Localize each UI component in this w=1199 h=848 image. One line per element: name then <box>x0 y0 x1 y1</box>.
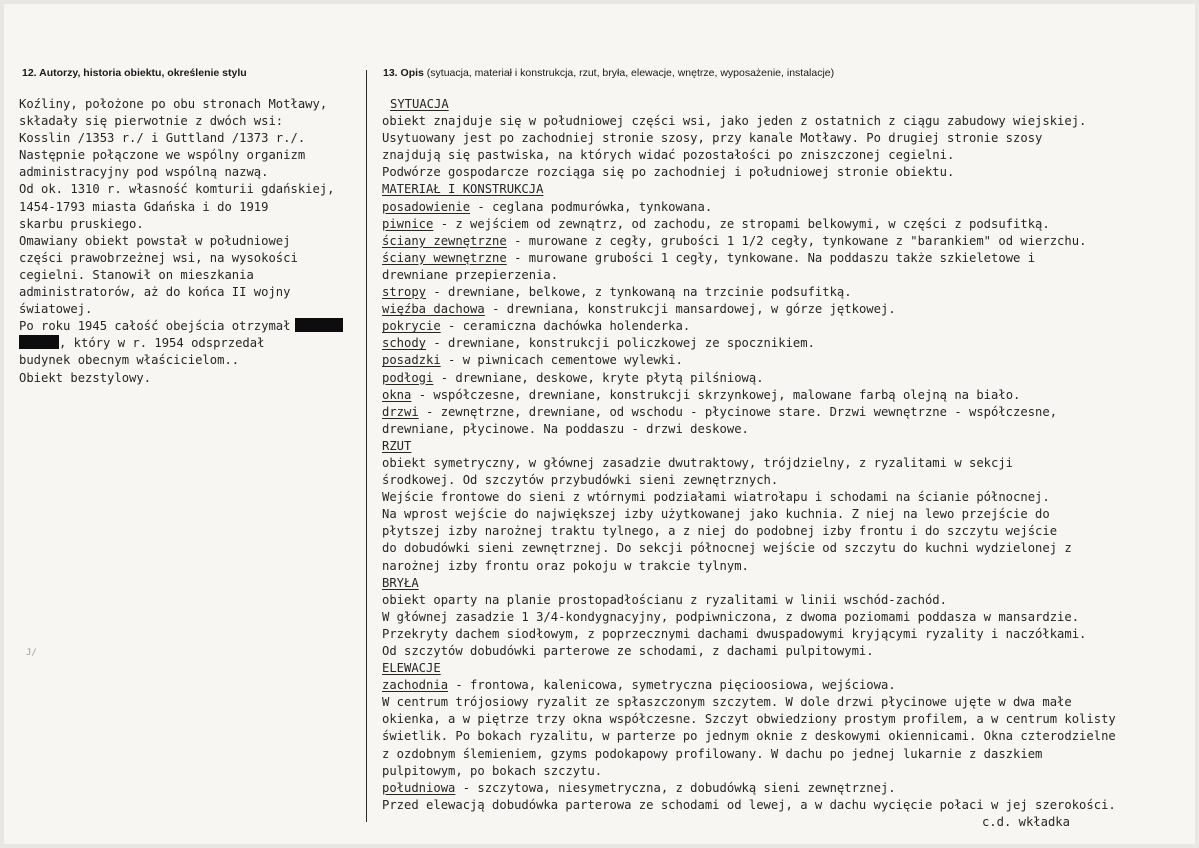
term: schody <box>382 336 427 351</box>
text-segment: - ceramiczna dachówka holenderka. <box>440 319 691 334</box>
term: południowa <box>382 780 456 795</box>
term: więźba dachowa <box>382 302 485 317</box>
text-line: Od ok. 1310 r. własność komturii gdańskiej, <box>19 182 335 197</box>
term: pokrycie <box>382 319 441 334</box>
text-line <box>382 780 1182 797</box>
text-line: W centrum trójosiowy ryzalit ze spłaszczonym szczytem. W dole drzwi płycinowe ujęte w dwa małe <box>382 695 1072 710</box>
term: piwnice <box>382 216 434 231</box>
term: stropy <box>382 285 427 300</box>
text-line: okienka, a w piętrze trzy okna współczesne. Szczyt obwiedziony prostym profilem, a w centrum kolisty <box>382 712 1116 727</box>
section-heading: BRYŁA <box>382 575 419 590</box>
section-heading: SYTUACJA <box>390 97 449 111</box>
text-line: Następnie połączone we wspólny organizm <box>19 148 306 163</box>
text-line: budynek obecnym właścicielom.. <box>19 353 240 368</box>
text-line <box>382 199 1182 216</box>
text-line: świetlik. Po bokach ryzalitu, w parterze po jednym oknie z deskowymi okiennicami. Okna czterodzielne <box>382 729 1116 744</box>
text-line: Koźliny, położone po obu stronach Motławy, <box>19 97 328 111</box>
text-line <box>382 677 1182 694</box>
text-line: narożnej izby frontu oraz pokoju w trakcie tylnym. <box>382 558 749 573</box>
text-segment: - szczytowa, niesymetryczna, z dobudówką sieni zewnętrznej. <box>455 780 896 795</box>
term: podłogi <box>382 370 434 385</box>
term: okna <box>382 387 412 402</box>
text-line <box>382 335 1182 352</box>
text-line-with-redaction <box>19 335 361 352</box>
text-segment: - drewniane, konstrukcji policzkowej ze spocznikiem. <box>426 336 815 351</box>
term: posadowienie <box>382 199 471 214</box>
text-line <box>382 216 1182 233</box>
text-segment: , który w r. 1954 odsprzedał <box>59 336 265 351</box>
term: drzwi <box>382 404 419 419</box>
text-line-with-redaction <box>19 318 361 335</box>
text-line: światowej. <box>19 302 93 317</box>
term: posadzki <box>382 353 441 368</box>
text-line <box>382 352 1182 369</box>
redaction-block <box>19 335 59 349</box>
term: zachodnia <box>382 678 449 693</box>
margin-mark: J/ <box>26 648 37 658</box>
text-segment: - drewniane, deskowe, kryte płytą pilśniową. <box>433 370 764 385</box>
text-segment: - z wejściem od zewnątrz, od zachodu, ze stropami belkowymi, w części z podsufitką. <box>433 216 1050 231</box>
text-line: administratorów, aż do końca II wojny <box>19 285 291 300</box>
text-line: pulpitowym, po bokach szczytu. <box>382 763 603 778</box>
term: ściany wewnętrzne <box>382 250 507 265</box>
section-subtitle: (sytuacja, materiał i konstrukcja, rzut, bryła, elewacje, wnętrze, wyposażenie, instalacje) <box>426 67 835 79</box>
text-segment: - drewniane, belkowe, z tynkowaną na trzcinie podsufitką. <box>426 285 852 300</box>
text-segment: Po roku 1945 całość obejścia otrzymał <box>19 319 291 334</box>
text-segment: - drewniana, konstrukcji mansardowej, w górze jętkowej. <box>484 302 896 317</box>
text-line: Podwórze gospodarcze rozciąga się po zachodniej i południowej stronie obiektu. <box>382 165 955 180</box>
text-line <box>382 233 1182 250</box>
text-line: administracyjny pod wspólną nazwą. <box>19 165 269 180</box>
text-line: drewniane przepierzenia. <box>382 267 559 282</box>
text-line: obiekt symetryczny, w głównej zasadzie dwutraktowy, trójdzielny, z ryzalitami w sekcji <box>382 455 1014 470</box>
text-line: skarbu pruskiego. <box>19 216 144 231</box>
section-heading: MATERIAŁ I KONSTRUKCJA <box>382 182 544 197</box>
text-segment: - współczesne, drewniane, konstrukcji skrzynkowej, malowane farbą olejną na biało. <box>411 387 1021 402</box>
text-line: Od szczytów dobudówki parterowe ze schodami, z dachami pulpitowymi. <box>382 644 874 658</box>
text-line: Obiekt bezstylowy. <box>19 370 152 385</box>
text-line: drewniane, płycinowe. Na poddaszu - drzwi deskowe. <box>382 421 749 436</box>
text-line: do dobudówki sieni zewnętrznej. Do sekcji północnej wejście od szczytu do kuchni wydzielonej z <box>382 541 1072 556</box>
text-line: obiekt oparty na planie prostopadłościanu z ryzalitami w linii wschód-zachód. <box>382 592 947 607</box>
term: ściany zewnętrzne <box>382 233 507 248</box>
description-column <box>382 96 1182 831</box>
text-line: Wejście frontowe do sieni z wtórnymi podziałami wiatrołapu i schodami na ścianie północnej. <box>382 490 1050 505</box>
text-line <box>382 404 1182 421</box>
text-line: Przekryty dachem siodłowym, z poprzecznymi dachami dwuspadowymi kryjącymi ryzality i naczółkami. <box>382 626 1087 641</box>
section-number: 13. <box>383 67 398 79</box>
text-line: składały się pierwotnie z dwóch wsi: <box>19 114 284 129</box>
text-line: części prawobrzeżnej wsi, na wysokości <box>19 250 298 265</box>
text-line: obiekt znajduje się w południowej części wsi, jako jeden z ostatnich z ciągu zabudowy wiejskiej. <box>382 114 1087 129</box>
text-line: cegielni. Stanowił on mieszkania <box>19 267 254 282</box>
column-divider <box>366 70 367 822</box>
section-title: Autorzy, historia obiektu, określenie stylu <box>39 67 247 79</box>
text-line: Kosslin /1353 r./ i Guttland /1373 r./. <box>19 131 306 146</box>
text-line: W głównej zasadzie 1 3/4-kondygnacyjny, podpiwniczona, z dwoma poziomami poddasza w mansardzie. <box>382 609 1080 624</box>
text-line: 1454-1793 miasta Gdańska i do 1919 <box>19 199 269 214</box>
text-segment: - frontowa, kalenicowa, symetryczna pięcioosiowa, wejściowa. <box>448 678 896 693</box>
text-line: znajdują się pastwiska, na których widać pozostałości po zniszczonej cegielni. <box>382 148 955 163</box>
text-line <box>382 387 1182 404</box>
redaction-block <box>295 318 343 332</box>
text-line <box>382 301 1182 318</box>
history-column <box>19 96 361 387</box>
section-number: 12. <box>22 67 37 79</box>
text-segment: - w piwnicach cementowe wylewki. <box>440 353 683 368</box>
section-13-header <box>383 67 834 79</box>
text-line: z ozdobnym ślemieniem, gzyms podokapowy profilowany. W dachu po jednej lukarnie z daszkiem <box>382 746 1043 761</box>
text-line: Przed elewacją dobudówka parterowa ze schodami od lewej, a w dachu wycięcie połaci w jej szerokości. <box>382 797 1116 812</box>
text-line <box>382 250 1182 267</box>
text-segment: - ceglana podmurówka, tynkowana. <box>470 199 713 214</box>
continuation-note: c.d. wkładka <box>981 814 1070 829</box>
text-line: płytszej izby narożnej traktu tylnego, a z niej do podobnej izby frontu i do szczytu wejście <box>382 524 1058 539</box>
text-line: Na wprost wejście do największej izby użytkowanej jako kuchnia. Z niej na lewo przejście do <box>382 507 1050 522</box>
text-line <box>382 370 1182 387</box>
text-line <box>382 284 1182 301</box>
section-title: Opis <box>400 67 424 79</box>
text-line: środkowej. Od szczytów przybudówki sieni zewnętrznych. <box>382 473 779 488</box>
section-heading: RZUT <box>382 438 412 453</box>
section-heading: ELEWACJE <box>382 661 441 676</box>
text-segment: - murowane grubości 1 cegły, tynkowane. Na poddaszu także szkieletowe i <box>506 250 1036 265</box>
text-line: Omawiany obiekt powstał w południowej <box>19 233 291 248</box>
text-line: Usytuowany jest po zachodniej stronie szosy, przy kanale Motławy. Po drugiej stronie szosy <box>382 131 1043 146</box>
text-line <box>382 318 1182 335</box>
section-12-header <box>22 67 247 79</box>
text-segment: - zewnętrzne, drewniane, od wschodu - płycinowe stare. Drzwi wewnętrzne - współczesne, <box>418 404 1058 419</box>
text-segment: - murowane z cegły, grubości 1 1/2 cegły, tynkowane z "barankiem" od wierzchu. <box>506 233 1087 248</box>
